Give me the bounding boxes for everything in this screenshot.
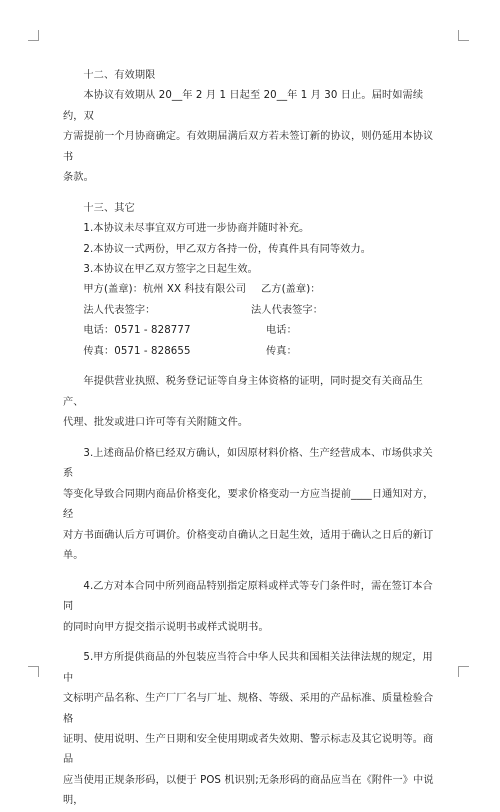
document-body	[63, 66, 443, 812]
party-b-fax: 传真：	[266, 345, 297, 357]
crop-mark-top-left	[28, 30, 39, 41]
note-3-line-3: 对方书面确认后方可调价。价格变动自确认之日起生效，适用于确认之日后的新订单。	[63, 529, 434, 562]
section-12-line-3: 条款。	[63, 172, 94, 184]
party-a-representative: 法人代表签字：	[83, 304, 156, 316]
party-b-seal: 乙方(盖章)：	[261, 284, 321, 296]
note-5-line-1: 5.甲方所提供商品的外包装应当符合中华人民共和国相关法律法规的规定，用中	[63, 652, 433, 684]
section-12-heading: 十二、有效期限	[83, 70, 156, 81]
note-5-line-2: 文标明产品名称、生产厂厂名与厂址、规格、等级、采用的产品标准、质量检验合格	[63, 693, 434, 725]
note-1-line-1: 年提供营业执照、税务登记证等自身主体资格的证明，同时提交有关商品生产、	[63, 376, 423, 408]
party-b-representative: 法人代表签字：	[251, 304, 324, 316]
section-13-item-1: 1.本协议未尽事宜双方可进一步协商并随时补充。	[83, 223, 310, 235]
note-5-line-4: 应当使用正规条形码，以便于 POS 机识别;无条形码的商品应当在《附件一》中说明，	[63, 774, 434, 807]
note-4-line-2: 的同时向甲方提交指示说明书或样式说明书。	[63, 621, 269, 633]
signature-row-representative	[63, 301, 443, 321]
section-13-item-3: 3.本协议在甲乙双方签字之日起生效。	[83, 264, 258, 276]
section-12-line-1: 本协议有效期从 20__年 2 月 1 日起至 20__年 1 月 30 日止。届时如需续约，双	[63, 90, 424, 122]
crop-mark-bottom-left	[28, 666, 39, 677]
note-3-line-1: 3.上述商品价格已经双方确认，如因原材料价格、生产经营成本、市场供求关系	[63, 448, 433, 480]
section-13-heading: 十三、其它	[83, 202, 135, 214]
note-3-line-2: 等变化导致合同期内商品价格变化，要求价格变动一方应当提前____日通知对方，经	[63, 488, 434, 521]
signature-row-phone	[63, 321, 443, 341]
note-4-line-1: 4.乙方对本合同中所列商品特别指定原料或样式等专门条件时，需在签订本合同	[63, 580, 433, 613]
party-a-seal: 甲方(盖章)：杭州 XX 科技有限公司	[83, 284, 247, 296]
note-1-line-2: 代理、批发或进口许可等有关附随文件。	[63, 417, 249, 429]
crop-mark-top-right	[458, 30, 469, 41]
party-a-fax: 传真：0571 - 828655	[83, 345, 191, 357]
party-a-phone: 电话：0571 - 828777	[83, 325, 191, 337]
note-5-line-3: 证明、使用说明、生产日期和安全使用期或者失效期、警示标志及其它说明等。商品	[63, 734, 434, 766]
section-13-item-2: 2.本协议一式两份，甲乙双方各持一份，传真件具有同等效力。	[83, 243, 372, 255]
section-12-line-2: 方需提前一个月协商确定。有效期届满后双方若未签订新的协议，则仍延用本协议书	[63, 131, 434, 163]
crop-mark-bottom-right	[458, 666, 469, 677]
signature-row-seal	[63, 280, 443, 300]
party-b-phone: 电话：	[266, 325, 297, 337]
signature-row-fax	[63, 342, 443, 362]
